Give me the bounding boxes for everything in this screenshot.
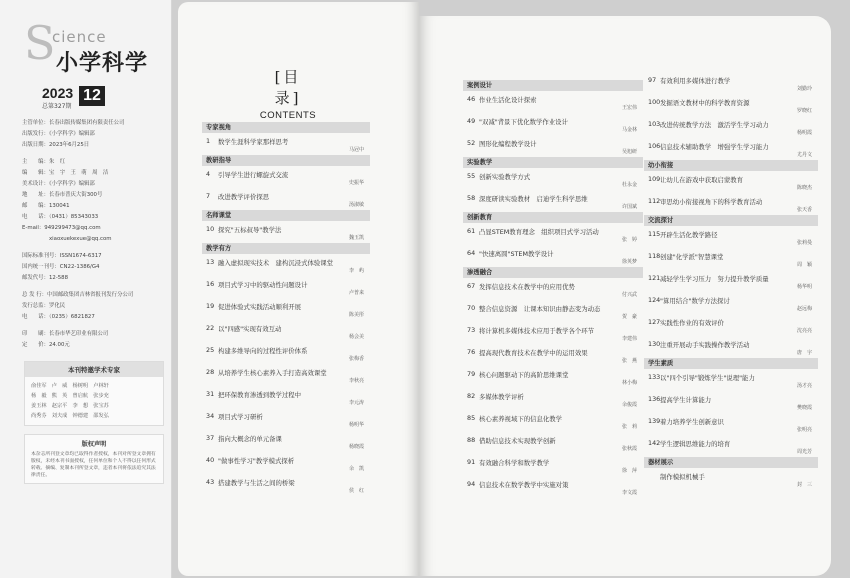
logo-s: S xyxy=(24,16,56,70)
toc-page-number: 52 xyxy=(467,139,476,147)
toc-entry[interactable] xyxy=(463,344,643,366)
toc-entry[interactable] xyxy=(202,221,370,243)
toc-entry-author: 唐 宇 xyxy=(796,350,812,356)
issue-number: 12 xyxy=(79,86,105,106)
toc-entry[interactable] xyxy=(644,413,818,435)
toc-entry-title: 深度研读实验教材 启迪学生科学思维 xyxy=(479,195,588,203)
info-row: 邮 编：130041 xyxy=(22,203,70,209)
toc-entry-author: 汤才亮 xyxy=(796,383,812,389)
toc-page-number: 142 xyxy=(648,439,661,447)
toc-entry-author: 罗晓红 xyxy=(796,108,812,114)
toc-entry-title: 搭建教学与生活之间的桥梁 xyxy=(218,479,295,487)
toc-entry[interactable] xyxy=(202,452,370,474)
toc-entry-title: 提高现代教育技术在教学中的运用效果 xyxy=(479,349,588,357)
toc-entry[interactable] xyxy=(463,388,643,410)
toc-entry-title: 注重开展动手实践操作教学活动 xyxy=(660,341,750,349)
toc-entry[interactable] xyxy=(644,94,818,116)
toc-entry-title: 融入虚拟现实技术 建构沉浸式体验课堂 xyxy=(218,259,334,267)
toc-page-number: 112 xyxy=(648,197,661,205)
toc-entry[interactable] xyxy=(644,248,818,270)
toc-page-number: 73 xyxy=(467,326,476,334)
toc-entry-title: 数学生涯科学家那样思考 xyxy=(218,138,289,146)
toc-entry-author: 马冠中 xyxy=(348,147,364,153)
expert-row: 姜玉林 赵宗平 李 想 张宝苏 xyxy=(31,403,109,409)
toc-entry[interactable] xyxy=(644,171,818,193)
toc-entry-author: 樊晓霞 xyxy=(796,405,812,411)
toc-entry[interactable] xyxy=(202,430,370,452)
toc-section-header: 名师课堂 xyxy=(202,210,370,221)
toc-entry-title: 创新实验教学方式 xyxy=(479,173,531,181)
copyright-panel xyxy=(24,434,164,484)
toc-entry-author: 张 婷 xyxy=(621,237,637,243)
toc-page-number: 100 xyxy=(648,98,661,106)
toc-entry[interactable] xyxy=(644,369,818,391)
toc-entry-author: 杨会美 xyxy=(348,334,364,340)
toc-entry-author: 卢普来 xyxy=(348,290,364,296)
info-row: E-mail：949299473@qq.com xyxy=(22,225,101,231)
toc-entry[interactable] xyxy=(644,116,818,138)
expert-row: 尚秀芬 刘夫成 钟德建 邵发弘 xyxy=(31,413,109,419)
toc-entry[interactable] xyxy=(644,292,818,314)
toc-entry[interactable] xyxy=(202,474,370,496)
toc-page-number: 1 xyxy=(206,137,211,145)
toc-entry-title: "做事性学习"教学模式探析 xyxy=(218,457,295,465)
toc-entry-title: 审思幼小衔接视角下的科学教育活动 xyxy=(660,198,763,206)
toc-page-number: 136 xyxy=(648,395,661,403)
toc-entry-title: 指向大概念的单元备课 xyxy=(218,435,282,443)
expert-row: 俞佳军 卢 威 杨树明 卢林轩 xyxy=(31,383,109,389)
toc-entry-title: 促进体验式实践活动顺利开展 xyxy=(218,303,302,311)
toc-page-number: 43 xyxy=(206,478,215,486)
toc-page-number: 121 xyxy=(648,274,661,282)
toc-entry[interactable] xyxy=(644,270,818,292)
cover-strip xyxy=(0,0,172,578)
toc-entry-title: 把环保教育渗透到教学过程中 xyxy=(218,391,302,399)
toc-section-header: 案例设计 xyxy=(463,80,643,91)
toc-column-2 xyxy=(463,80,643,498)
toc-page-number: 88 xyxy=(467,436,476,444)
toc-page-number: 76 xyxy=(467,348,476,356)
toc-entry-title: 着力培养学生创新意识 xyxy=(660,418,724,426)
toc-entry-author: 侯 红 xyxy=(348,488,364,494)
toc-entry-author: 沈亮亮 xyxy=(796,328,812,334)
toc-entry[interactable] xyxy=(463,300,643,322)
toc-section-header: 学生素质 xyxy=(644,358,818,369)
toc-entry-author: 尤丹文 xyxy=(796,152,812,158)
toc-entry[interactable] xyxy=(644,336,818,358)
toc-entry-author: 李秋亮 xyxy=(348,378,364,384)
toc-entry-title: 核心素养视域下的信息化教学 xyxy=(479,415,563,423)
toc-heading xyxy=(258,66,318,121)
toc-entry-title: 有效利用多媒体进行教学 xyxy=(660,77,731,85)
toc-entry-author: 余俊霞 xyxy=(621,402,637,408)
toc-page-number: 139 xyxy=(648,417,661,425)
total-issue: 总第327期 xyxy=(42,103,72,110)
toc-page-number: 67 xyxy=(467,282,476,290)
toc-entry-title: 让幼儿在游戏中获取启蒙教育 xyxy=(660,176,744,184)
toc-page-number: 58 xyxy=(467,194,476,202)
toc-entry[interactable] xyxy=(644,468,818,490)
toc-entry[interactable] xyxy=(463,476,643,498)
toc-entry[interactable] xyxy=(463,432,643,454)
toc-section-header: 实验教学 xyxy=(463,157,643,168)
toc-entry-title: 引导学生进行螺旋式交流 xyxy=(218,171,289,179)
issue-block xyxy=(42,86,159,110)
toc-page-number: 130 xyxy=(648,340,661,348)
info-row: 主 编：朱 红 xyxy=(22,159,66,165)
expert-panel xyxy=(24,361,164,426)
toc-page-number: 94 xyxy=(467,480,476,488)
toc-entry-author: 张 莉 xyxy=(621,424,637,430)
toc-title: [目 录] xyxy=(274,68,320,107)
toc-entry-author: 魏玉凯 xyxy=(348,235,364,241)
toc-page-number: 31 xyxy=(206,390,215,398)
toc-entry-title: 以"四感"实现有效互动 xyxy=(218,325,282,333)
toc-page-number: 10 xyxy=(206,225,215,233)
toc-page-number: 103 xyxy=(648,120,661,128)
toc-entry[interactable] xyxy=(644,314,818,336)
toc-entry[interactable] xyxy=(463,454,643,476)
toc-entry[interactable] xyxy=(644,391,818,413)
info-row: 发行总监：罗化民 xyxy=(22,303,66,309)
toc-section-header: 器材展示 xyxy=(644,457,818,468)
toc-entry-title: 信息技术在数学教学中实施对策 xyxy=(479,481,569,489)
info-row: 定 价：24.00元 xyxy=(22,342,70,348)
toc-entry-author: 许国斌 xyxy=(621,204,637,210)
toc-entry-title: 构建多维导向的过程性评价体系 xyxy=(218,347,308,355)
toc-entry-title: 项目式学习中的驱动性问题设计 xyxy=(218,281,308,289)
info-row: 出版日期：2023年6月25日 xyxy=(22,142,90,148)
toc-entry-author: 杨华明 xyxy=(796,284,812,290)
toc-entry-author: 徐英梦 xyxy=(621,259,637,265)
info-row: 地 址：长春市普庆大街300号 xyxy=(22,192,103,198)
toc-page-number: 82 xyxy=(467,392,476,400)
toc-page-number: 70 xyxy=(467,304,476,312)
toc-entry[interactable] xyxy=(644,72,818,94)
toc-entry-author: 史振华 xyxy=(348,180,364,186)
toc-entry-author: 张天香 xyxy=(796,207,812,213)
toc-entry[interactable] xyxy=(202,276,370,298)
toc-page-number: 124 xyxy=(648,296,661,304)
toc-entry-title: 借助信息技术实现教学创新 xyxy=(479,437,556,445)
toc-entry-title: 凸显STEM教育理念 组织项目式学习活动 xyxy=(479,228,599,236)
toc-section-header: 教学有方 xyxy=(202,243,370,254)
toc-entry-author: 陈美彤 xyxy=(348,312,364,318)
toc-page-number: 25 xyxy=(206,346,215,354)
toc-entry-author: 杨明华 xyxy=(348,422,364,428)
toc-page-number: 127 xyxy=(648,318,661,326)
toc-entry[interactable] xyxy=(463,366,643,388)
toc-entry-author: 余 凯 xyxy=(348,466,364,472)
toc-entry-author: 贺 豪 xyxy=(621,314,637,320)
toc-page-number: 115 xyxy=(648,230,661,238)
toc-section-header: 幼小衔接 xyxy=(644,160,818,171)
toc-entry-author: 陈晓杰 xyxy=(796,185,812,191)
toc-page-number: 109 xyxy=(648,175,661,183)
toc-entry[interactable] xyxy=(202,298,370,320)
toc-entry[interactable] xyxy=(202,188,370,210)
toc-entry-author: 封 三 xyxy=(796,482,812,488)
toc-entry-author: 周 颖 xyxy=(796,262,812,268)
toc-page-number: 106 xyxy=(648,142,661,150)
toc-section-header: 渗透融合 xyxy=(463,267,643,278)
info-row: xiaoxuekexue@qq.com xyxy=(22,236,112,242)
toc-entry-title: 将计算机多媒体技术应用于教学各个环节 xyxy=(479,327,595,335)
info-row: 印 刷：长春市华艺印业有限公司 xyxy=(22,331,109,337)
logo-cience: cience xyxy=(52,28,107,46)
toc-section-header: 专家视角 xyxy=(202,122,370,133)
toc-entry-author: 赵远梅 xyxy=(796,306,812,312)
toc-entry[interactable] xyxy=(463,168,643,190)
toc-entry-author: 张梅香 xyxy=(348,356,364,362)
toc-page-number: 64 xyxy=(467,249,476,257)
toc-entry-title: "双减"背景下优化数学作业设计 xyxy=(479,118,568,126)
toc-entry[interactable] xyxy=(644,435,818,457)
expert-row: 杨 毅 熊 英 曾启航 张步充 xyxy=(31,393,109,399)
toc-entry-author: 李 屿 xyxy=(348,268,364,274)
toc-column-3 xyxy=(644,72,818,490)
toc-entry[interactable] xyxy=(463,278,643,300)
toc-entry-title: 多媒体教学评析 xyxy=(479,393,524,401)
info-row: 编 辑：宝 宇 王 萌 周 洁 xyxy=(22,170,109,176)
toc-page-number: 28 xyxy=(206,368,215,376)
toc-entry-author: 徐 萍 xyxy=(621,468,637,474)
toc-entry[interactable] xyxy=(463,91,643,113)
toc-entry[interactable] xyxy=(202,320,370,342)
toc-entry[interactable] xyxy=(463,135,643,157)
toc-entry-title: 作业生活化设计探索 xyxy=(479,96,537,104)
toc-entry-title: "算用结合"数学方法探讨 xyxy=(660,297,730,305)
toc-entry-title: 探究"五标叔导"教学法 xyxy=(218,226,282,234)
toc-entry-title: 实践性作业的有效评价 xyxy=(660,319,724,327)
toc-entry[interactable] xyxy=(463,322,643,344)
info-row: 出版发行：《小学科学》编辑部 xyxy=(22,131,95,137)
toc-entry-author: 林小梅 xyxy=(621,380,637,386)
toc-page-number: 133 xyxy=(648,373,661,381)
toc-page-number: 37 xyxy=(206,434,215,442)
toc-entry-title: 发挥信息技术在教学中的应用优势 xyxy=(479,283,575,291)
magazine-logo xyxy=(22,16,159,78)
toc-entry-author: 马金林 xyxy=(621,127,637,133)
toc-page-number: 19 xyxy=(206,302,215,310)
issue-year: 2023 xyxy=(42,85,74,101)
info-row: 国内统一刊号：CN22-1386/G4 xyxy=(22,264,100,270)
toc-entry[interactable] xyxy=(202,166,370,188)
toc-entry-author: 王宏伟 xyxy=(621,105,637,111)
toc-entry-title: 图形化编程教学设计 xyxy=(479,140,537,148)
toc-entry-author: 李文霞 xyxy=(621,490,637,496)
toc-entry[interactable] xyxy=(202,364,370,386)
toc-entry[interactable] xyxy=(463,113,643,135)
toc-section-header: 交流探讨 xyxy=(644,215,818,226)
toc-column-1 xyxy=(202,122,370,496)
toc-entry-author: 张明亮 xyxy=(796,427,812,433)
toc-page-number: 22 xyxy=(206,324,215,332)
toc-entry[interactable] xyxy=(644,226,818,248)
expert-list xyxy=(25,377,163,425)
info-row: 电 话：（0431）85343033 xyxy=(22,214,99,220)
toc-page-number: 61 xyxy=(467,227,476,235)
publication-info xyxy=(22,118,159,351)
expert-title: 本刊特邀学术专家 xyxy=(25,362,163,377)
toc-page-number: 4 xyxy=(206,170,211,178)
toc-page-number: 7 xyxy=(206,192,211,200)
toc-subtitle: CONTENTS xyxy=(259,110,317,121)
toc-entry-title: 制作模拟机械手 xyxy=(660,473,705,481)
info-row: 国际标准刊号：ISSN1674-6317 xyxy=(22,253,102,259)
toc-entry[interactable] xyxy=(202,254,370,276)
toc-entry-author: 刘勤玲 xyxy=(796,86,812,92)
toc-entry-title: 开辟生活化教学路径 xyxy=(660,231,718,239)
toc-entry-author: 杨明霞 xyxy=(796,130,812,136)
toc-entry[interactable] xyxy=(202,133,370,155)
info-row: 主管单位：长春出版传媒集团有限责任公司 xyxy=(22,120,125,126)
toc-entry-title: 整合信息资源 让课本知识由静态变为动态 xyxy=(479,305,601,313)
toc-page-number: 49 xyxy=(467,117,476,125)
info-row: 美术设计：《小学科学》编辑部 xyxy=(22,181,95,187)
toc-page-number: 55 xyxy=(467,172,476,180)
toc-entry-title: 提高学生计算能力 xyxy=(660,396,712,404)
toc-entry[interactable] xyxy=(463,190,643,212)
toc-section-header: 教研指导 xyxy=(202,155,370,166)
toc-page-number: 16 xyxy=(206,280,215,288)
toc-page-number: 46 xyxy=(467,95,476,103)
toc-entry-title: 减轻学生学习压力 努力提升教学质量 xyxy=(660,275,769,283)
toc-entry-title: 创建"化学派"智慧课堂 xyxy=(660,253,724,261)
toc-page-number: 40 xyxy=(206,456,215,464)
toc-page-number: 118 xyxy=(648,252,661,260)
toc-entry[interactable] xyxy=(202,386,370,408)
toc-entry-title: 项目式学习研析 xyxy=(218,413,263,421)
toc-section-header: 创新教育 xyxy=(463,212,643,223)
toc-entry[interactable] xyxy=(463,223,643,245)
toc-entry-author: 付兴武 xyxy=(621,292,637,298)
toc-page-number: 34 xyxy=(206,412,215,420)
info-row: 邮发代号：12-588 xyxy=(22,275,69,281)
toc-entry-title: 信息技术辅助教学 增强学生学习能力 xyxy=(660,143,769,151)
toc-entry-author: 张秋霞 xyxy=(621,446,637,452)
toc-page-number: 91 xyxy=(467,458,476,466)
toc-entry-title: 改进教学评价探思 xyxy=(218,193,270,201)
toc-page-number: 13 xyxy=(206,258,215,266)
toc-entry-author: 杨晓霞 xyxy=(348,444,364,450)
toc-entry-title: 从培养学生核心素养入手打造高效课堂 xyxy=(218,369,327,377)
copyright-title: 版权声明 xyxy=(81,441,107,448)
toc-page-number: 85 xyxy=(467,414,476,422)
toc-entry-title: 以"四个引导"锻炼学生"说理"能力 xyxy=(660,374,755,382)
toc-entry-author: 李元涛 xyxy=(348,400,364,406)
toc-entry[interactable] xyxy=(463,245,643,267)
toc-entry-author: 周光芳 xyxy=(796,449,812,455)
toc-entry[interactable] xyxy=(644,193,818,215)
toc-entry-title: 学生逻辑思维能力的培育 xyxy=(660,440,731,448)
toc-entry[interactable] xyxy=(202,408,370,430)
toc-entry-author: 张 燕 xyxy=(621,358,637,364)
toc-page-number: 79 xyxy=(467,370,476,378)
toc-entry-title: "快速离圆"STEM教学设计 xyxy=(479,250,554,258)
toc-entry[interactable] xyxy=(644,138,818,160)
toc-entry[interactable] xyxy=(463,410,643,432)
toc-entry-title: 核心问题驱动下的高阶思维课堂 xyxy=(479,371,569,379)
toc-entry-title: 有效融合科学和数学教学 xyxy=(479,459,550,467)
toc-page-number: 97 xyxy=(648,76,657,84)
copyright-text: 本杂志所刊登文章均已取得作者授权，本刊对所登文章拥有版权，未经本刊书面授权，任何单位和个人不得以任何形式转载、摘编、复制本刊所登文章，违者本刊将依法追究其法律责任。 xyxy=(31,452,156,478)
toc-entry-author: 李建伟 xyxy=(621,336,637,342)
info-row: 电 话：（0235）6821827 xyxy=(22,314,95,320)
toc-entry-author: 吴旭研 xyxy=(621,149,637,155)
toc-entry-author: 张莉曼 xyxy=(796,240,812,246)
toc-entry[interactable] xyxy=(202,342,370,364)
toc-entry-title: 发掘语文教材中的科学教育资源 xyxy=(660,99,750,107)
toc-entry-author: 汤淑敏 xyxy=(348,202,364,208)
logo-title: 小学科学 xyxy=(56,51,149,76)
info-row: 总 发 行：中国邮政集团吉林省报刊发行分公司 xyxy=(22,292,134,298)
toc-entry-author: 杜永金 xyxy=(621,182,637,188)
toc-entry-title: 改进传统教学方法 激活学生学习动力 xyxy=(660,121,769,129)
